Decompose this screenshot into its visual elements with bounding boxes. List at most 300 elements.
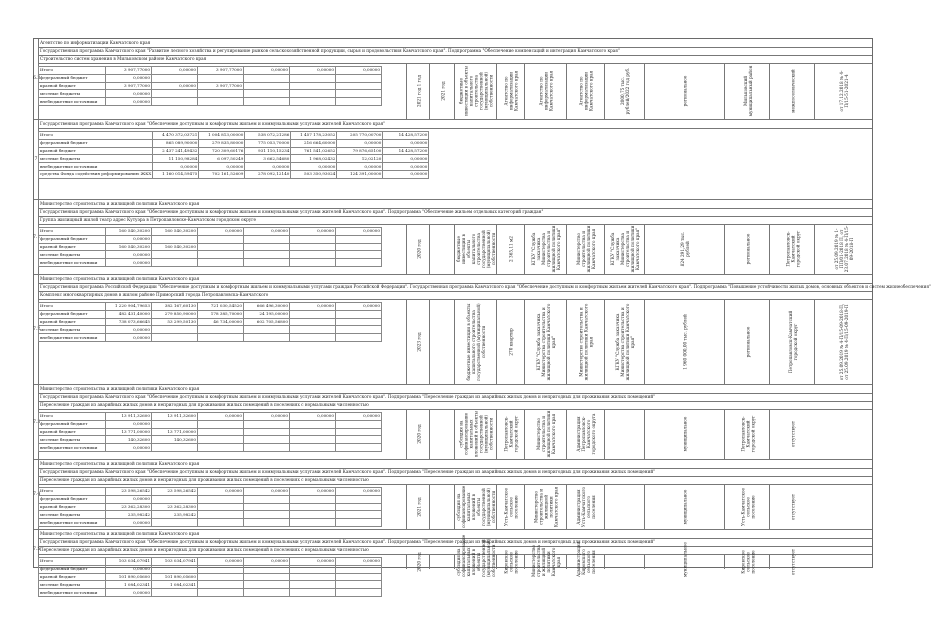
- table-row: [39, 511, 382, 519]
- funding-source-cell: внебюджетные источники: [39, 259, 106, 267]
- funding-source-cell: местные бюджеты: [39, 90, 106, 98]
- financing-table: [38, 131, 429, 179]
- amount-cell: 160 540,30200: [106, 243, 152, 251]
- amount-cell: 0,00000: [336, 413, 382, 421]
- amount-cell: 216 664,60000: [291, 139, 337, 147]
- amount-cell: [290, 444, 336, 452]
- amount-cell: 1 084,02341: [106, 581, 152, 589]
- attribute-text: 270 квартир: [508, 327, 514, 356]
- attribute-cell: [496, 224, 525, 274]
- amount-cell: [336, 74, 382, 82]
- table-row: [39, 488, 382, 496]
- amount-cell: [336, 495, 382, 503]
- amount-cell: 0,00000: [198, 413, 244, 421]
- amount-cell: [290, 90, 336, 98]
- attribute-text: Петропавловск-Камчатский городской округ: [503, 415, 519, 453]
- amount-cell: 279 835,80000: [199, 139, 245, 147]
- table-row: [39, 334, 382, 342]
- funding-source-cell: Итого: [39, 132, 153, 140]
- attribute-text: 2021 год: [440, 81, 445, 101]
- table-row: [39, 581, 382, 589]
- amount-cell: 1 004 813,00000: [199, 132, 245, 140]
- amount-cell: [198, 326, 244, 334]
- amount-cell: 702 161,52609: [199, 170, 245, 178]
- amount-cell: 0,00000: [106, 334, 152, 342]
- funding-source-cell: федеральный бюджет: [39, 495, 106, 503]
- amount-cell: 761 541,02652: [291, 147, 337, 155]
- amount-cell: [244, 82, 290, 90]
- amount-cell: [198, 573, 244, 581]
- amount-cell: 2 437 241,49432: [153, 147, 199, 155]
- section-header-line: Государственная программа Камчатского края "Обеспечение доступным и комфортным жильем и коммунальными услугами жителей Камчатского края": [38, 120, 872, 129]
- table-section: [34, 119, 872, 199]
- attribute-cell: [429, 409, 455, 459]
- amount-cell: 721 030,54520: [198, 303, 244, 311]
- attribute-text: Министерство строительства и жилищной политики Камчатского края: [536, 410, 556, 458]
- amount-cell: [290, 318, 336, 326]
- amount-cell: 101 890,05600: [106, 573, 152, 581]
- row-number: 7.2: [33, 327, 41, 332]
- table-row: [39, 326, 382, 334]
- amount-cell: 0,00000: [290, 67, 336, 75]
- amount-cell: 503 350,93024: [291, 170, 337, 178]
- funding-source-cell: местные бюджеты: [39, 251, 106, 259]
- row-number: 7.5: [33, 547, 41, 552]
- attribute-cell: [429, 224, 455, 274]
- amount-cell: [244, 243, 290, 251]
- amount-cell: 124 391,00000: [337, 170, 383, 178]
- attribute-text: 1 960 000,00 тыс. рублей: [682, 313, 688, 370]
- amount-cell: 0,00000: [383, 170, 429, 178]
- attribute-cell: [814, 63, 873, 119]
- attribute-cell: [604, 409, 645, 459]
- attribute-text: бюджетные инвестиции в объекты капитального строительства государственной (муниципальной) собственности: [458, 66, 494, 116]
- funding-source-cell: внебюджетные источники: [39, 589, 106, 597]
- attribute-text: 2023 год: [416, 331, 421, 352]
- amount-cell: 0,00000: [106, 98, 152, 106]
- amount-cell: [198, 90, 244, 98]
- attribute-cell: [769, 409, 815, 459]
- amount-cell: [152, 519, 198, 527]
- attribute-cell: [429, 299, 455, 384]
- attribute-cell: [644, 541, 725, 577]
- section-header-line: Группа жилищный жилой театр адрес Кутуэра в Петропавловске-Камчатском городском округе: [38, 216, 872, 225]
- amount-cell: [152, 420, 198, 428]
- amount-cell: 1 457 178,23052: [291, 132, 337, 140]
- amount-cell: 3 907,77000: [106, 82, 152, 90]
- amount-cell: 0,00000: [290, 413, 336, 421]
- funding-source-cell: федеральный бюджет: [39, 310, 106, 318]
- amount-cell: [290, 428, 336, 436]
- amount-cell: 46 734,00000: [198, 318, 244, 326]
- amount-cell: 160 540,30200: [106, 228, 152, 236]
- attribute-text: межпоселенческий: [790, 69, 795, 113]
- row-number: 7.1: [33, 234, 41, 240]
- funding-source-cell: краевой бюджет: [39, 82, 106, 90]
- amount-cell: [336, 511, 382, 519]
- financing-table: [38, 302, 382, 342]
- attribute-text: Петропавловск-Камчатский городской округ: [787, 310, 798, 373]
- section-header-line: Строительство систем хранения в Мильковском районе Камчатского края: [38, 55, 872, 64]
- attribute-cell: [454, 224, 497, 274]
- table-section: [34, 199, 872, 274]
- financing-table: [38, 412, 382, 452]
- attribute-cell: [644, 299, 725, 384]
- funding-source-cell: местные бюджеты: [39, 436, 106, 444]
- amount-cell: 0,00000: [244, 488, 290, 496]
- amount-cell: 1 968,02432: [291, 155, 337, 163]
- amount-cell: 23 598,26542: [152, 488, 198, 496]
- amount-cell: 53 299,50130: [152, 318, 198, 326]
- attribute-cell: [566, 541, 605, 577]
- attribute-text: отсутствует: [790, 493, 795, 520]
- amount-cell: 6 097,50249: [199, 155, 245, 163]
- amount-cell: 0,00000: [106, 259, 152, 267]
- amount-cell: 0,00000: [244, 228, 290, 236]
- table-row: [39, 235, 382, 243]
- amount-cell: 13 911,32600: [106, 413, 152, 421]
- attribute-text: КГКУ "Служба заказчика Министерства строительства и жилищной политики Камчатского края": [536, 303, 556, 380]
- row-number: 6.3: [33, 76, 41, 81]
- attribute-cell: [769, 63, 815, 119]
- amount-cell: [336, 428, 382, 436]
- amount-cell: [198, 436, 244, 444]
- amount-cell: [290, 573, 336, 581]
- amount-cell: [152, 565, 198, 573]
- attribute-text: 2020 год: [416, 424, 421, 444]
- amount-cell: 0,00000: [336, 558, 382, 566]
- funding-source-cell: местные бюджеты: [39, 581, 106, 589]
- attribute-text: 2020 год: [416, 551, 421, 572]
- amount-cell: [244, 573, 290, 581]
- table-row: [39, 413, 382, 421]
- investment-table: [33, 38, 931, 595]
- funding-source-cell: местные бюджеты: [39, 326, 106, 334]
- amount-cell: 13 771,00000: [106, 428, 152, 436]
- attribute-cell: [406, 224, 430, 274]
- table-row: [39, 573, 382, 581]
- amount-cell: 11 150,98284: [153, 155, 199, 163]
- section-header-line: Министерство строительства и жилищной политики Камчатского края: [38, 275, 872, 284]
- amount-cell: 0,00000: [198, 558, 244, 566]
- amount-cell: [336, 436, 382, 444]
- attribute-text: муниципальное: [682, 489, 688, 524]
- attribute-text: от 17.12.2018 № 4-П/15-51-2021-4: [839, 70, 849, 112]
- amount-cell: 160 540,30200: [152, 243, 198, 251]
- amount-cell: 0,00000: [106, 444, 152, 452]
- attribute-text: Агентство по информатизации Камчатского края: [538, 70, 554, 112]
- amount-cell: 178 385,70000: [198, 310, 244, 318]
- amount-cell: 278 092,12140: [245, 170, 291, 178]
- attribute-cell: [429, 554, 455, 569]
- row-number: 7.4: [33, 492, 41, 497]
- amount-cell: 3 907,77000: [198, 82, 244, 90]
- amount-cell: [290, 495, 336, 503]
- amount-cell: [198, 565, 244, 573]
- attribute-text: от 25.09.2019 № 1-ПП/01-2018 П, от 23.07.2018 № 4-П/15-09-2018-П: [834, 225, 854, 273]
- amount-cell: 775 053,70000: [245, 139, 291, 147]
- amount-cell: 0,00000: [383, 163, 429, 171]
- amount-cell: 140,32600: [106, 436, 152, 444]
- amount-cell: 235,98242: [152, 511, 198, 519]
- attribute-text: 2000,75 тыс. рублей/2022 год руб.: [620, 67, 630, 115]
- attribute-cell: [724, 299, 770, 384]
- amount-cell: 13 771,00000: [152, 428, 198, 436]
- table-row: [39, 444, 382, 452]
- amount-cell: 3 907,77000: [198, 67, 244, 75]
- table-row: [39, 98, 382, 106]
- table-section: [34, 39, 872, 119]
- attribute-text: субсидия на софинансирование капитальных вложений в объекты государственной (муниципальной) собственности: [456, 534, 496, 577]
- attribute-text: КГКУ "Служба заказчика Министерства строительства и жилищной политики Камчатского края": [615, 303, 635, 380]
- amount-cell: [244, 511, 290, 519]
- amount-cell: 205 770,00700: [337, 132, 383, 140]
- amount-cell: [244, 334, 290, 342]
- attribute-text: Администрация Кировского сельского поселения: [576, 541, 596, 577]
- financing-table: [38, 487, 382, 527]
- table-row: [39, 495, 382, 503]
- table-row: [39, 170, 429, 178]
- table-section: [33, 274, 931, 384]
- table-row: [39, 74, 382, 82]
- amount-cell: [198, 259, 244, 267]
- table-row: [39, 558, 382, 566]
- amount-cell: [198, 511, 244, 519]
- attribute-text: бюджетные инвестиции в объекты капитального строительства государственной (муниципальной) собственности: [456, 229, 496, 269]
- amount-cell: 538 072,21286: [245, 132, 291, 140]
- amount-cell: [336, 573, 382, 581]
- section-header-line: Переселение граждан из аварийных жилых домов и непригодных для проживания жилых помещений в поселениях с нормальными численностью: [38, 546, 872, 555]
- amount-cell: 103 034,07941: [152, 558, 198, 566]
- amount-cell: 0,00000: [106, 90, 152, 98]
- amount-cell: [244, 519, 290, 527]
- amount-cell: 0,00000: [106, 420, 152, 428]
- attribute-cell: [769, 484, 815, 529]
- funding-source-cell: местные бюджеты: [39, 155, 153, 163]
- amount-cell: [152, 326, 198, 334]
- amount-cell: [336, 444, 382, 452]
- amount-cell: [244, 251, 290, 259]
- amount-cell: [152, 259, 198, 267]
- table-row: [39, 259, 382, 267]
- amount-cell: [290, 98, 336, 106]
- amount-cell: [336, 519, 382, 527]
- amount-cell: [336, 98, 382, 106]
- attribute-cell: [769, 299, 815, 384]
- amount-cell: [198, 519, 244, 527]
- amount-cell: [198, 334, 244, 342]
- funding-source-cell: федеральный бюджет: [39, 235, 106, 243]
- attribute-text: муниципальное: [682, 416, 688, 452]
- attribute-text: 2020 год: [416, 239, 421, 259]
- funding-source-cell: федеральный бюджет: [39, 139, 153, 147]
- amount-cell: 1 220 904,79653: [106, 303, 152, 311]
- amount-cell: 0,00000: [383, 155, 429, 163]
- attribute-cell: [406, 409, 430, 459]
- amount-cell: [244, 565, 290, 573]
- amount-cell: [198, 503, 244, 511]
- attribute-text: Мильковский муниципальный район: [742, 65, 753, 117]
- attribute-text: Министерство строительства и жилищной политики Камчатского края: [531, 544, 561, 577]
- attribute-cell: [429, 63, 455, 119]
- amount-cell: [152, 251, 198, 259]
- amount-cell: 12,02120: [337, 155, 383, 163]
- financing-table: [38, 66, 382, 106]
- attribute-text: Агентство по информатизации Камчатского края: [578, 70, 594, 112]
- amount-cell: 0,00000: [106, 235, 152, 243]
- attribute-text: региональное: [745, 233, 750, 265]
- amount-cell: [290, 82, 336, 90]
- amount-cell: [244, 428, 290, 436]
- section-header-line: Государственная программа Камчатского края "Обеспечение доступным и комфортным жильем и коммунальными услугами жителей Камчатского края". Подпрограмма "Переселение граждан из аварийных жилых домов и непригодных для проживания жилых помещений": [38, 393, 872, 402]
- amount-cell: [198, 428, 244, 436]
- funding-source-cell: краевой бюджет: [39, 318, 106, 326]
- attribute-text: 2 365,11 м2: [508, 236, 514, 262]
- table-section: [34, 459, 872, 529]
- attribute-text: Кировское сельское поселение: [740, 549, 755, 574]
- section-header-line: Переселение граждан из аварийных жилых домов и непригодных для проживания жилых помещений в поселениях с нормальными численностью: [38, 401, 872, 410]
- attribute-cell: [724, 409, 770, 459]
- amount-cell: 0,00000: [291, 163, 337, 171]
- amount-cell: [290, 589, 336, 597]
- attribute-cell: [406, 484, 430, 529]
- attribute-text: Министерство строительства и жилищной политики Камчатского края: [578, 303, 594, 380]
- amount-cell: 0,00000: [106, 251, 152, 259]
- amount-cell: [198, 98, 244, 106]
- amount-cell: 13 911,32600: [152, 413, 198, 421]
- attribute-text: Усть-Камчатское сельское поселение: [740, 487, 755, 526]
- attribute-cell: [724, 63, 770, 119]
- attribute-cell: [524, 63, 567, 119]
- table-row: [39, 67, 382, 75]
- amount-cell: 0,00000: [245, 163, 291, 171]
- amount-cell: [336, 90, 382, 98]
- table-row: [39, 420, 382, 428]
- attribute-cell: [429, 484, 455, 529]
- attribute-text: Министерство строительства и жилищной политики Камчатского края: [576, 225, 596, 273]
- table-row: [39, 428, 382, 436]
- amount-cell: 0,00000: [336, 303, 382, 311]
- attribute-cell: [454, 534, 497, 577]
- amount-cell: 0,00000: [106, 565, 152, 573]
- amount-cell: [198, 589, 244, 597]
- attribute-text: Петропавловск-Камчатский городской округ: [785, 230, 800, 268]
- section-header-line: Комплекс многоквартирных домов в жилом районе Приморский города Петропавловска-Камчатского: [38, 291, 872, 300]
- attribute-text: 2021 год: [416, 496, 421, 517]
- financing-table: [38, 557, 382, 597]
- funding-source-cell: внебюджетные источники: [39, 444, 106, 452]
- table-row: [39, 251, 382, 259]
- amount-cell: [336, 243, 382, 251]
- section-header-line: Министерство строительства и жилищной политики Камчатского края: [38, 530, 872, 539]
- attribute-text: от 25.09.2019 № 4-П/15-09-2018-П, от 25.09.2019 № 4-П/15-09-2019-П: [839, 303, 849, 380]
- amount-cell: [152, 74, 198, 82]
- amount-cell: 0,00000: [244, 67, 290, 75]
- amount-cell: [290, 420, 336, 428]
- table-row: [39, 519, 382, 527]
- table-row: [39, 90, 382, 98]
- amount-cell: [244, 436, 290, 444]
- attribute-cell: [566, 224, 605, 274]
- attribute-text: отсутствует: [790, 548, 795, 575]
- amount-cell: [244, 74, 290, 82]
- attribute-text: Кировское сельское поселение: [503, 549, 519, 574]
- attribute-text: региональное: [745, 326, 750, 357]
- amount-cell: [244, 235, 290, 243]
- funding-source-cell: краевой бюджет: [39, 147, 153, 155]
- amount-cell: 602 705,56800: [244, 318, 290, 326]
- attribute-cell: [644, 63, 725, 119]
- amount-cell: [290, 519, 336, 527]
- funding-source-cell: внебюджетные источники: [39, 334, 106, 342]
- section-header-line: Переселение граждан из аварийных жилых домов и непригодных для проживания жилых помещений в поселениях с нормальными численностью: [38, 476, 872, 485]
- amount-cell: [198, 420, 244, 428]
- table-section: [34, 384, 872, 459]
- amount-cell: 0,00000: [290, 488, 336, 496]
- funding-source-cell: Итого: [39, 303, 106, 311]
- amount-cell: [336, 420, 382, 428]
- attribute-cell: [454, 484, 497, 529]
- section-header-line: Агентство по информатизации Камчатского края: [38, 39, 872, 48]
- funding-source-cell: Итого: [39, 228, 106, 236]
- attribute-text: Усть-Камчатское сельское поселение: [503, 487, 519, 526]
- section-header-line: Государственная программа Камчатского края "Обеспечение доступным и комфортным жильем и коммунальными услугами жителей Камчатского края". Подпрограмма "Переселение граждан из аварийных жилых домов и непригодных для проживания жилых помещений": [38, 468, 872, 477]
- funding-source-cell: Итого: [39, 558, 106, 566]
- attribute-cell: [769, 548, 815, 575]
- table-row: [39, 82, 382, 90]
- attribute-text: Министерство строительства и жилищной политики Камчатского края: [533, 486, 559, 527]
- table-row: [39, 503, 382, 511]
- table-row: [39, 310, 382, 318]
- amount-cell: [336, 235, 382, 243]
- attribute-cell: [814, 299, 873, 384]
- section-header-line: Государственная программа Камчатского края "Обеспечение доступным и комфортным жильем и коммунальными услугами жителей Камчатского края". Подпрограмма "Переселение граждан из аварийных жилых домов и непригодных для проживания жилых помещений": [38, 538, 872, 547]
- funding-source-cell: средства Фонда содействия реформированию ЖКХ: [40, 171, 152, 177]
- amount-cell: 0,00000: [336, 228, 382, 236]
- amount-cell: 79 876,65100: [337, 147, 383, 155]
- amount-cell: 0,00000: [290, 558, 336, 566]
- amount-cell: [244, 495, 290, 503]
- amount-cell: 0,00000: [106, 519, 152, 527]
- amount-cell: [290, 310, 336, 318]
- table-row: [39, 303, 382, 311]
- amount-cell: 0,00000: [153, 163, 199, 171]
- amount-cell: 382 167,60130: [152, 303, 198, 311]
- table-row: [39, 132, 429, 140]
- amount-cell: [336, 334, 382, 342]
- amount-cell: [152, 495, 198, 503]
- amount-cell: [336, 589, 382, 597]
- amount-cell: [290, 511, 336, 519]
- table-row: [39, 243, 382, 251]
- section-header-line: Государственная программа Российской Федерации "Обеспечение доступным и комфортным жильем и коммунальными услугами граждан Российской Федерации". Государственная программа Камчатского края "Обеспечение доступным и комфортным жильем жителей Камчатского края". Подпрограмма "Повышение устойчивости жилых домов, основных объектов и систем жизнеобеспечения": [38, 283, 872, 292]
- amount-cell: [290, 581, 336, 589]
- amount-cell: 1 160 014,59475: [153, 170, 199, 178]
- amount-cell: 103 034,07941: [106, 558, 152, 566]
- section-header-line: Министерство строительства и жилищной политики Камчатского края: [38, 385, 872, 394]
- amount-cell: [290, 326, 336, 334]
- amount-cell: 235,98242: [106, 511, 152, 519]
- row-number: 7: [34, 157, 38, 162]
- table-row: [39, 147, 429, 155]
- amount-cell: [244, 326, 290, 334]
- table-row: [39, 589, 382, 597]
- funding-source-cell: Итого: [39, 413, 106, 421]
- amount-cell: [198, 495, 244, 503]
- attribute-cell: [644, 224, 725, 274]
- attribute-cell: [566, 409, 605, 459]
- amount-cell: [336, 259, 382, 267]
